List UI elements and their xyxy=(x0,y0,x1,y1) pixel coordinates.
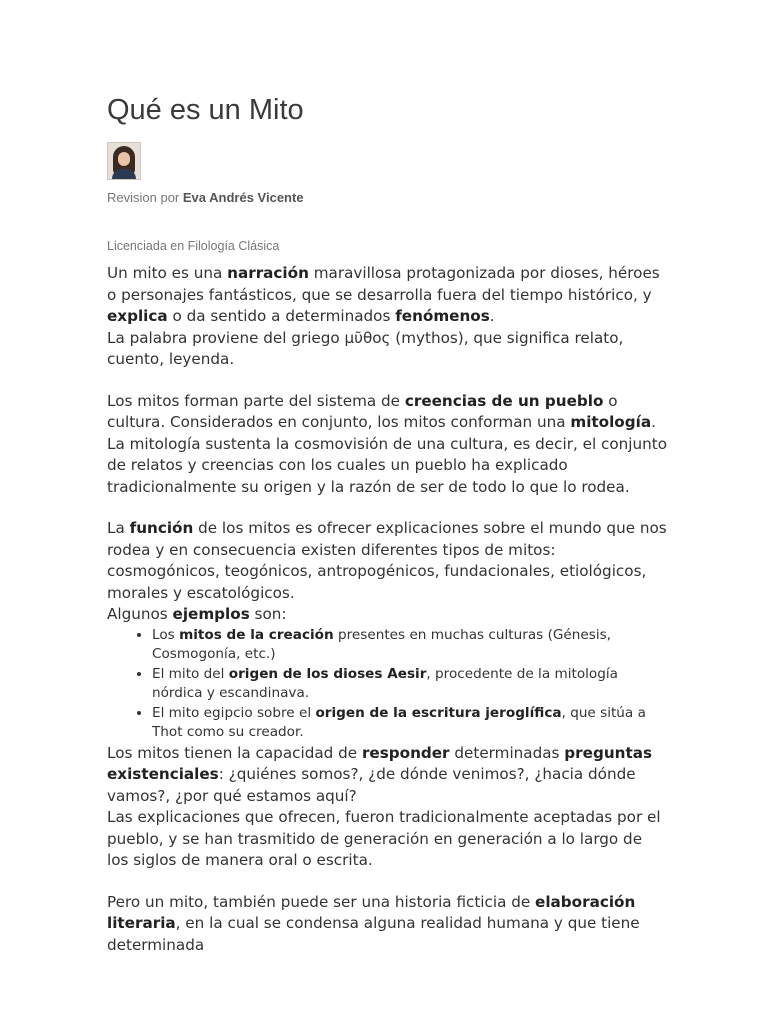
text: . xyxy=(651,413,656,431)
bold-term: mitos de la creación xyxy=(179,626,334,643)
text: , procedente de la mitología nórdica y escandinava. xyxy=(152,665,618,701)
bold-term: narración xyxy=(227,264,309,282)
text: Un mito es una xyxy=(107,264,228,282)
avatar-face xyxy=(118,152,130,166)
paragraph-literary xyxy=(107,892,667,957)
paragraph-beliefs xyxy=(107,391,667,499)
byline-prefix: Revision por xyxy=(107,190,180,205)
bold-term: origen de los dioses Aesir xyxy=(228,665,427,682)
text: , que sitúa a Thot como su creador. xyxy=(152,704,646,740)
text: La mitología sustenta la cosmovisión de una cultura, es decir, el conjunto de relatos y creencias con los cuales un pueblo ha explicado tradicionalmente su origen y la razón de ser de todo lo que lo rodea. xyxy=(107,434,668,496)
text: son: xyxy=(249,605,287,623)
text: Los xyxy=(152,626,180,643)
text: La xyxy=(107,519,130,537)
bold-term: función xyxy=(129,519,194,537)
text: Los mitos tienen la capacidad de xyxy=(107,743,362,762)
article xyxy=(107,92,667,976)
bold-term: origen de la escritura jeroglífica xyxy=(315,704,562,721)
bold-term: responder xyxy=(361,743,450,762)
text: : ¿quiénes somos?, ¿de dónde venimos?, ¿hacia dónde vamos?, ¿por qué estamos aquí? xyxy=(107,765,636,805)
text: determinadas xyxy=(449,743,565,762)
bold-term: fenómenos xyxy=(395,307,490,325)
article-body xyxy=(107,263,667,956)
text: o cultura. Considerados en conjunto, los mitos conforman una xyxy=(107,391,618,431)
paragraph-function xyxy=(107,518,667,626)
list-item xyxy=(152,665,667,704)
text: o da sentido a determinados xyxy=(167,307,396,325)
text: Las explicaciones que ofrecen, fueron tradicionalmente aceptadas por el pueblo, y se han trasmitido de generación en generación a lo largo de los siglos de manera oral o escrita. xyxy=(107,808,661,869)
author-name-link[interactable]: Eva Andrés Vicente xyxy=(182,190,304,205)
text: maravillosa protagonizada por dioses, héroes o personajes fantásticos, que se desarrolla fuera del tiempo histórico, y xyxy=(107,264,660,304)
text: presentes en muchas culturas (Génesis, Cosmogonía, etc.) xyxy=(152,626,612,662)
page-title: Qué es un Mito xyxy=(107,94,304,126)
author-avatar[interactable] xyxy=(107,142,141,180)
list-item xyxy=(152,704,667,743)
text: de los mitos es ofrecer explicaciones sobre el mundo que nos rodea y en consecuencia existen diferentes tipos de mitos: cosmogónicos, teogónicos, antropogénicos, fundacionales, etiológicos, morales y escatológicos. xyxy=(107,519,667,602)
text: , en la cual se condensa alguna realidad humana y que tiene determinada xyxy=(107,914,640,954)
text: El mito del xyxy=(152,665,229,682)
paragraph-questions xyxy=(107,743,667,872)
examples-list xyxy=(107,626,667,743)
bold-term: elaboración literaria xyxy=(107,892,636,932)
bold-term: creencias de un pueblo xyxy=(404,391,604,410)
byline xyxy=(107,190,667,205)
list-item xyxy=(152,626,667,665)
bold-term: mitología xyxy=(570,413,652,431)
paragraph-definition xyxy=(107,263,667,371)
text: Algunos xyxy=(107,605,173,623)
text: El mito egipcio sobre el xyxy=(152,704,316,721)
text: Los mitos forman parte del sistema de xyxy=(107,391,405,410)
bold-term: preguntas existenciales xyxy=(107,743,653,783)
text: . xyxy=(489,307,495,325)
text: Pero un mito, también puede ser una historia ficticia de xyxy=(107,892,536,911)
bold-term: explica xyxy=(107,307,168,325)
author-credential: Licenciada en Filología Clásica xyxy=(107,239,280,253)
avatar-body xyxy=(112,169,136,180)
text: La palabra proviene del griego μῦθος (mythos), que significa relato, cuento, leyenda. xyxy=(107,328,624,368)
bold-term: ejemplos xyxy=(172,605,250,623)
